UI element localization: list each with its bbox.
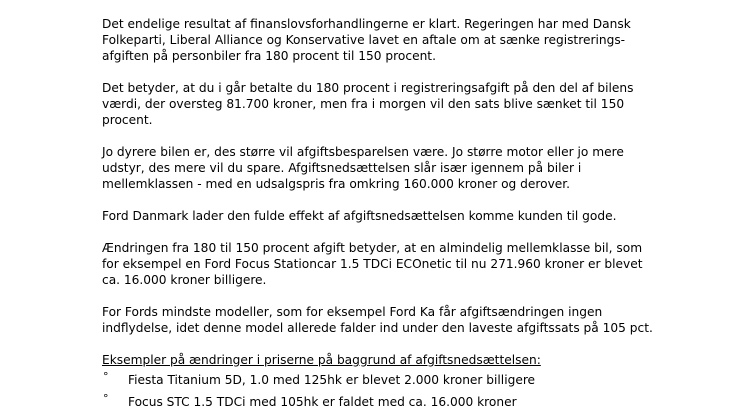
paragraph-small-models: For Fords mindste modeller, som for eksempel Ford Ka får afgiftsændringen ingen indflydelse, idet denne model allerede falder ind under den laveste afgiftssats på 105 pct. (102, 305, 653, 335)
examples-list (102, 372, 702, 410)
paragraph-ford-denmark: Ford Danmark lader den fulde effekt af afgiftsnedsættelsen komme kunden til gode. (102, 209, 617, 223)
paragraph-meaning: Det betyder, at du i går betalte du 180 procent i registreringsafgift på den del af bilens værdi, der oversteg 81.700 kroner, men fra i morgen vil den sats blive sænket til 150 procent. (102, 81, 634, 127)
list-item (102, 372, 702, 388)
paragraph-result: Det endelige resultat af finanslovsforhandlingerne er klart. Regeringen har med Dansk Folkeparti, Liberal Alliance og Konservative lavet en aftale om at sænke registrerings- afgiften på personbiler fra 180 procent til 150 procent. (102, 17, 631, 63)
list-item (102, 394, 702, 410)
paragraph-savings: Jo dyrere bilen er, des større vil afgiftsbesparelsen være. Jo større motor eller jo mere udstyr, des mere vil du spare. Afgiftsnedsættelsen slår især igennem på biler i mellemklassen - med en udsalgspris fra omkring 160.000 kroner og derover. (102, 145, 624, 191)
bullet-icon: ° (103, 370, 109, 383)
examples-heading: Eksempler på ændringer i priserne på baggrund af afgiftsnedsættelsen: (102, 353, 541, 367)
list-item-text: Focus STC 1.5 TDCi med 105hk er faldet med ca. 16.000 kroner (128, 395, 517, 409)
bullet-icon: ° (103, 392, 109, 405)
list-item-text: Fiesta Titanium 5D, 1.0 med 125hk er blevet 2.000 kroner billigere (128, 373, 536, 387)
document-body (102, 16, 702, 416)
paragraph-change-example: Ændringen fra 180 til 150 procent afgift betyder, at en almindelig mellemklasse bil, som for eksempel en Ford Focus Stationcar 1.5 TDCi ECOnetic til nu 271.960 kroner er blevet ca. 16.000 kroner billigere. (102, 241, 643, 287)
